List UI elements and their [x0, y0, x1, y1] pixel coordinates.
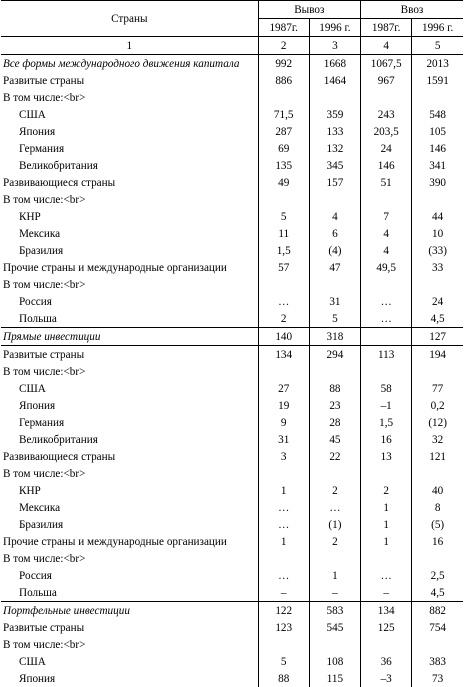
row-value: 16 [412, 533, 463, 550]
row-value: … [258, 516, 309, 533]
col-number: 3 [309, 37, 360, 55]
row-value: 1591 [412, 72, 463, 89]
row-label: Развитые страны [1, 619, 258, 636]
row-value [258, 89, 309, 106]
table-row [1, 363, 463, 380]
row-value: 287 [258, 123, 309, 140]
row-value: 40 [412, 482, 463, 499]
row-label: Мексика [1, 225, 258, 242]
header-countries: Страны [1, 1, 258, 37]
row-label: В том числе:<br> [1, 363, 258, 380]
table-row [1, 106, 463, 123]
row-value: 2 [361, 482, 412, 499]
row-value: 548 [412, 106, 463, 123]
table-row [1, 516, 463, 533]
row-value [412, 89, 463, 106]
col-number: 4 [361, 37, 412, 55]
row-value: 3 [258, 448, 309, 465]
row-value: (12) [412, 414, 463, 431]
table-row [1, 55, 463, 73]
row-value: 49 [258, 174, 309, 191]
row-value: 2,5 [412, 567, 463, 584]
row-value: (4) [309, 242, 360, 259]
row-value: 49,5 [361, 259, 412, 276]
row-value: 8 [412, 499, 463, 516]
row-value: 5 [258, 653, 309, 670]
col-number: 2 [258, 37, 309, 55]
row-value [258, 636, 309, 653]
row-value: 1 [258, 533, 309, 550]
row-value: 754 [412, 619, 463, 636]
row-value: 45 [309, 431, 360, 448]
row-value: 23 [309, 397, 360, 414]
table-row [1, 397, 463, 414]
row-label: Развитые страны [1, 346, 258, 364]
row-value: 121 [412, 448, 463, 465]
row-label: Прочие страны и международные организации [1, 533, 258, 550]
row-label: В том числе:<br> [1, 550, 258, 567]
row-value: (1) [309, 516, 360, 533]
row-value: … [258, 293, 309, 310]
row-value: 122 [258, 602, 309, 620]
row-value: 4 [361, 242, 412, 259]
row-label: Бразилия [1, 516, 258, 533]
row-value: 11 [258, 225, 309, 242]
row-value [309, 89, 360, 106]
row-value [309, 276, 360, 293]
header-year: 1987г. [361, 19, 412, 37]
row-value: – [309, 584, 360, 602]
row-label: Япония [1, 123, 258, 140]
row-value: 33 [412, 259, 463, 276]
table-body [1, 55, 463, 687]
row-value: 88 [309, 380, 360, 397]
row-value: 1668 [309, 55, 360, 73]
row-value: 108 [309, 653, 360, 670]
row-value: … [258, 567, 309, 584]
row-value: 27 [258, 380, 309, 397]
col-number: 5 [412, 37, 463, 55]
row-label: Развивающиеся страны [1, 448, 258, 465]
row-value: 345 [309, 157, 360, 174]
row-value: 13 [361, 448, 412, 465]
row-label: Бразилия [1, 242, 258, 259]
table-row [1, 414, 463, 431]
row-label: Прочие страны и международные организации [1, 259, 258, 276]
row-value [412, 191, 463, 208]
row-value: 1 [361, 533, 412, 550]
row-value: 135 [258, 157, 309, 174]
row-label: КНР [1, 482, 258, 499]
row-value: 115 [309, 670, 360, 687]
row-value: 157 [309, 174, 360, 191]
row-value: 6 [309, 225, 360, 242]
row-label: В том числе:<br> [1, 191, 258, 208]
row-label: Портфельные инвестиции [1, 602, 258, 620]
row-value: 58 [361, 380, 412, 397]
header-row-groups [1, 1, 463, 19]
table-row [1, 533, 463, 550]
row-value: 4,5 [412, 310, 463, 328]
row-value: –1 [361, 397, 412, 414]
row-value [258, 191, 309, 208]
row-value: 545 [309, 619, 360, 636]
row-value [412, 363, 463, 380]
row-value [309, 363, 360, 380]
row-value: 967 [361, 72, 412, 89]
row-value: 2 [258, 310, 309, 328]
row-value [361, 363, 412, 380]
row-value: –3 [361, 670, 412, 687]
row-label: Германия [1, 414, 258, 431]
row-value: 1,5 [361, 414, 412, 431]
row-value: 69 [258, 140, 309, 157]
row-value: 5 [309, 310, 360, 328]
row-value: 4 [361, 225, 412, 242]
row-value: 133 [309, 123, 360, 140]
row-value: 383 [412, 653, 463, 670]
row-value: 1464 [309, 72, 360, 89]
row-value: 47 [309, 259, 360, 276]
table-row [1, 191, 463, 208]
row-value: 4,5 [412, 584, 463, 602]
row-value: 140 [258, 328, 309, 346]
row-label: Развивающиеся страны [1, 174, 258, 191]
row-value: (5) [412, 516, 463, 533]
row-label: Все формы международного движения капитала [1, 55, 258, 73]
table-row [1, 72, 463, 89]
row-label: Польша [1, 584, 258, 602]
row-value [361, 276, 412, 293]
row-label: Япония [1, 397, 258, 414]
row-value: 9 [258, 414, 309, 431]
table-row [1, 346, 463, 364]
row-value [309, 636, 360, 653]
row-label: Польша [1, 310, 258, 328]
row-value: 7 [361, 208, 412, 225]
row-value: 22 [309, 448, 360, 465]
table-row [1, 123, 463, 140]
row-value: 132 [309, 140, 360, 157]
table-row [1, 584, 463, 602]
row-label: США [1, 380, 258, 397]
row-value: 1 [258, 482, 309, 499]
row-value [309, 191, 360, 208]
row-value: 194 [412, 346, 463, 364]
row-value: 5 [258, 208, 309, 225]
row-value: 341 [412, 157, 463, 174]
table-row [1, 259, 463, 276]
row-value: 243 [361, 106, 412, 123]
table-row [1, 310, 463, 328]
row-value: 113 [361, 346, 412, 364]
row-label: В том числе:<br> [1, 276, 258, 293]
row-value: 1 [361, 499, 412, 516]
row-value: 583 [309, 602, 360, 620]
col-number: 1 [1, 37, 258, 55]
row-value: – [361, 584, 412, 602]
row-value: 134 [361, 602, 412, 620]
row-value: 28 [309, 414, 360, 431]
row-value [412, 636, 463, 653]
row-value: 36 [361, 653, 412, 670]
table-row [1, 465, 463, 482]
table-row [1, 380, 463, 397]
row-value: 57 [258, 259, 309, 276]
table-row [1, 602, 463, 620]
row-value: 2 [309, 482, 360, 499]
row-value [361, 550, 412, 567]
row-value: 992 [258, 55, 309, 73]
header-import: Ввоз [361, 1, 463, 19]
row-value: 390 [412, 174, 463, 191]
row-value: 19 [258, 397, 309, 414]
table-row [1, 619, 463, 636]
row-value: 71,5 [258, 106, 309, 123]
row-value: … [309, 499, 360, 516]
header-year: 1987г. [258, 19, 309, 37]
row-value: 44 [412, 208, 463, 225]
row-value: (33) [412, 242, 463, 259]
row-value: 359 [309, 106, 360, 123]
table-row [1, 174, 463, 191]
row-value: 882 [412, 602, 463, 620]
row-value: 1,5 [258, 242, 309, 259]
row-label: Россия [1, 567, 258, 584]
table-row [1, 328, 463, 346]
row-value: 2013 [412, 55, 463, 73]
row-value: 1 [309, 567, 360, 584]
row-value: 318 [309, 328, 360, 346]
row-value: … [361, 567, 412, 584]
row-label: Мексика [1, 499, 258, 516]
row-value: 886 [258, 72, 309, 89]
table-row [1, 225, 463, 242]
table-row [1, 636, 463, 653]
table-row [1, 293, 463, 310]
row-value [258, 465, 309, 482]
row-label: Развитые страны [1, 72, 258, 89]
row-value [412, 276, 463, 293]
row-value [361, 191, 412, 208]
row-value: 10 [412, 225, 463, 242]
table-row [1, 276, 463, 293]
row-value [412, 465, 463, 482]
table-row [1, 550, 463, 567]
row-value: 0,2 [412, 397, 463, 414]
row-value: 123 [258, 619, 309, 636]
row-value: 105 [412, 123, 463, 140]
row-value [258, 550, 309, 567]
header-year: 1996 г. [309, 19, 360, 37]
row-value: 146 [361, 157, 412, 174]
row-value [309, 550, 360, 567]
capital-flows-table [1, 0, 463, 687]
row-value: 127 [412, 328, 463, 346]
row-label: КНР [1, 208, 258, 225]
row-value: 134 [258, 346, 309, 364]
header-row-numbers [1, 37, 463, 55]
row-value: … [361, 310, 412, 328]
row-value: 24 [412, 293, 463, 310]
row-value: 73 [412, 670, 463, 687]
row-value: – [258, 584, 309, 602]
row-value: 24 [361, 140, 412, 157]
row-value [258, 363, 309, 380]
table-row [1, 140, 463, 157]
table-row [1, 567, 463, 584]
header-export: Вывоз [258, 1, 360, 19]
row-label: Великобритания [1, 157, 258, 174]
table-row [1, 499, 463, 516]
row-value: 125 [361, 619, 412, 636]
row-label: Великобритания [1, 431, 258, 448]
row-value: … [361, 293, 412, 310]
row-value [361, 89, 412, 106]
row-value [309, 465, 360, 482]
table-row [1, 670, 463, 687]
row-value [361, 636, 412, 653]
row-value: 1 [361, 516, 412, 533]
row-value: 31 [258, 431, 309, 448]
table-row [1, 157, 463, 174]
row-value: 51 [361, 174, 412, 191]
table-row [1, 448, 463, 465]
row-value [258, 276, 309, 293]
row-value: 31 [309, 293, 360, 310]
table-row [1, 482, 463, 499]
row-value [361, 328, 412, 346]
row-label: Россия [1, 293, 258, 310]
row-label: США [1, 106, 258, 123]
row-label: В том числе:<br> [1, 89, 258, 106]
row-value [361, 465, 412, 482]
table-row [1, 89, 463, 106]
row-label: Япония [1, 670, 258, 687]
row-label: В том числе:<br> [1, 465, 258, 482]
row-value: 77 [412, 380, 463, 397]
row-value: 32 [412, 431, 463, 448]
row-value: 203,5 [361, 123, 412, 140]
row-value: 1067,5 [361, 55, 412, 73]
table-row [1, 431, 463, 448]
table-row [1, 242, 463, 259]
row-value: 16 [361, 431, 412, 448]
row-value: 2 [309, 533, 360, 550]
row-value: 294 [309, 346, 360, 364]
table-row [1, 208, 463, 225]
table-row [1, 653, 463, 670]
row-label: США [1, 653, 258, 670]
row-value: 4 [309, 208, 360, 225]
row-label: Прямые инвестиции [1, 328, 258, 346]
row-value: 146 [412, 140, 463, 157]
row-value: 88 [258, 670, 309, 687]
row-label: В том числе:<br> [1, 636, 258, 653]
row-label: Германия [1, 140, 258, 157]
header-year: 1996 г. [412, 19, 463, 37]
row-value: … [258, 499, 309, 516]
row-value [412, 550, 463, 567]
